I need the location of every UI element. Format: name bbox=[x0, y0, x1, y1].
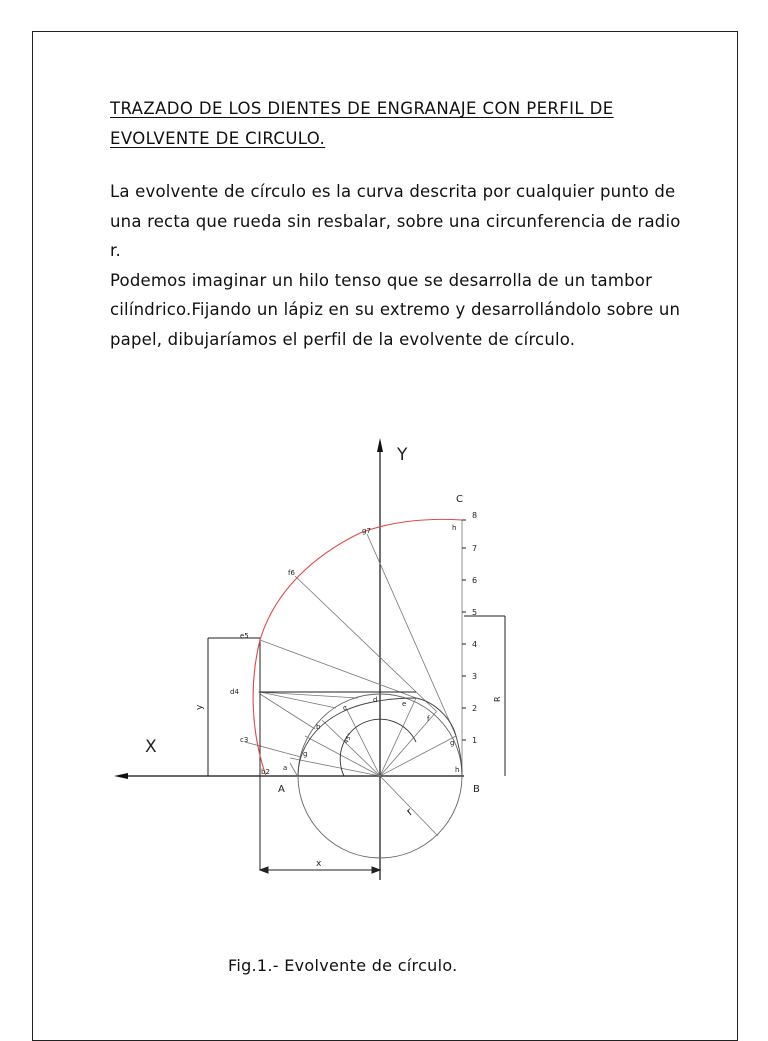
label-g: g bbox=[450, 739, 455, 747]
scale-8: 8 bbox=[472, 511, 478, 520]
body-text bbox=[110, 177, 690, 354]
label-g7: g7 bbox=[362, 527, 371, 535]
label-h8: h bbox=[452, 524, 457, 532]
dimension-y-label: y bbox=[195, 704, 205, 710]
label-e: e bbox=[402, 700, 407, 708]
figure-caption: Fig.1.- Evolvente de círculo. bbox=[228, 956, 458, 975]
label-e5: e5 bbox=[240, 632, 249, 640]
label-f6: f6 bbox=[288, 569, 295, 577]
dimension-r-label: r bbox=[403, 805, 416, 819]
scale-7: 7 bbox=[472, 544, 478, 553]
label-A: A bbox=[278, 784, 285, 795]
scale-ticks bbox=[462, 520, 466, 740]
paragraph-2: Podemos imaginar un hilo tenso que se desarrolla de un tambor cilíndrico.Fijando un lápiz en su extremo y desarrollándolo sobre un papel, dibujaríamos el perfil de la evolvente de círculo. bbox=[110, 270, 681, 349]
scale-4: 4 bbox=[472, 640, 478, 649]
label-C: C bbox=[456, 494, 463, 505]
dimension-R-label: R bbox=[493, 696, 502, 702]
scale-3: 3 bbox=[472, 672, 478, 681]
document-title bbox=[110, 94, 670, 154]
y-axis-label: Y bbox=[397, 445, 408, 465]
dimension-x-label: x bbox=[316, 859, 322, 869]
label-b: b bbox=[316, 723, 321, 731]
label-c: c bbox=[343, 704, 347, 712]
label-g-inner: g bbox=[303, 750, 308, 758]
r-scale-box bbox=[464, 616, 505, 776]
outer-involute bbox=[253, 519, 462, 776]
label-h: h bbox=[455, 766, 460, 774]
label-f: f bbox=[427, 715, 430, 723]
x-axis-arrow bbox=[114, 773, 128, 779]
x-axis-label: X bbox=[145, 737, 157, 757]
label-B: B bbox=[473, 784, 480, 795]
scale-2: 2 bbox=[472, 704, 478, 713]
involute-figure bbox=[100, 430, 520, 880]
scale-6: 6 bbox=[472, 576, 478, 585]
y-axis-arrow bbox=[377, 438, 383, 452]
title-line-2: EVOLVENTE DE CIRCULO. bbox=[110, 129, 326, 148]
label-a: a bbox=[283, 764, 288, 772]
label-d: d bbox=[373, 696, 378, 704]
y-dimension bbox=[208, 638, 260, 870]
label-d4: d4 bbox=[230, 688, 239, 696]
scale-1: 1 bbox=[472, 736, 478, 745]
scale-5: 5 bbox=[472, 608, 478, 617]
angle-label: 45° bbox=[342, 732, 355, 745]
paragraph-1: La evolvente de círculo es la curva descrita por cualquier punto de una recta que rueda sin resbalar, sobre una circunferencia de radio r. bbox=[110, 182, 681, 260]
label-c3: c3 bbox=[240, 736, 249, 744]
title-line-1: TRAZADO DE LOS DIENTES DE ENGRANAJE CON PERFIL DE bbox=[110, 99, 614, 118]
label-b2: b2 bbox=[261, 768, 270, 776]
